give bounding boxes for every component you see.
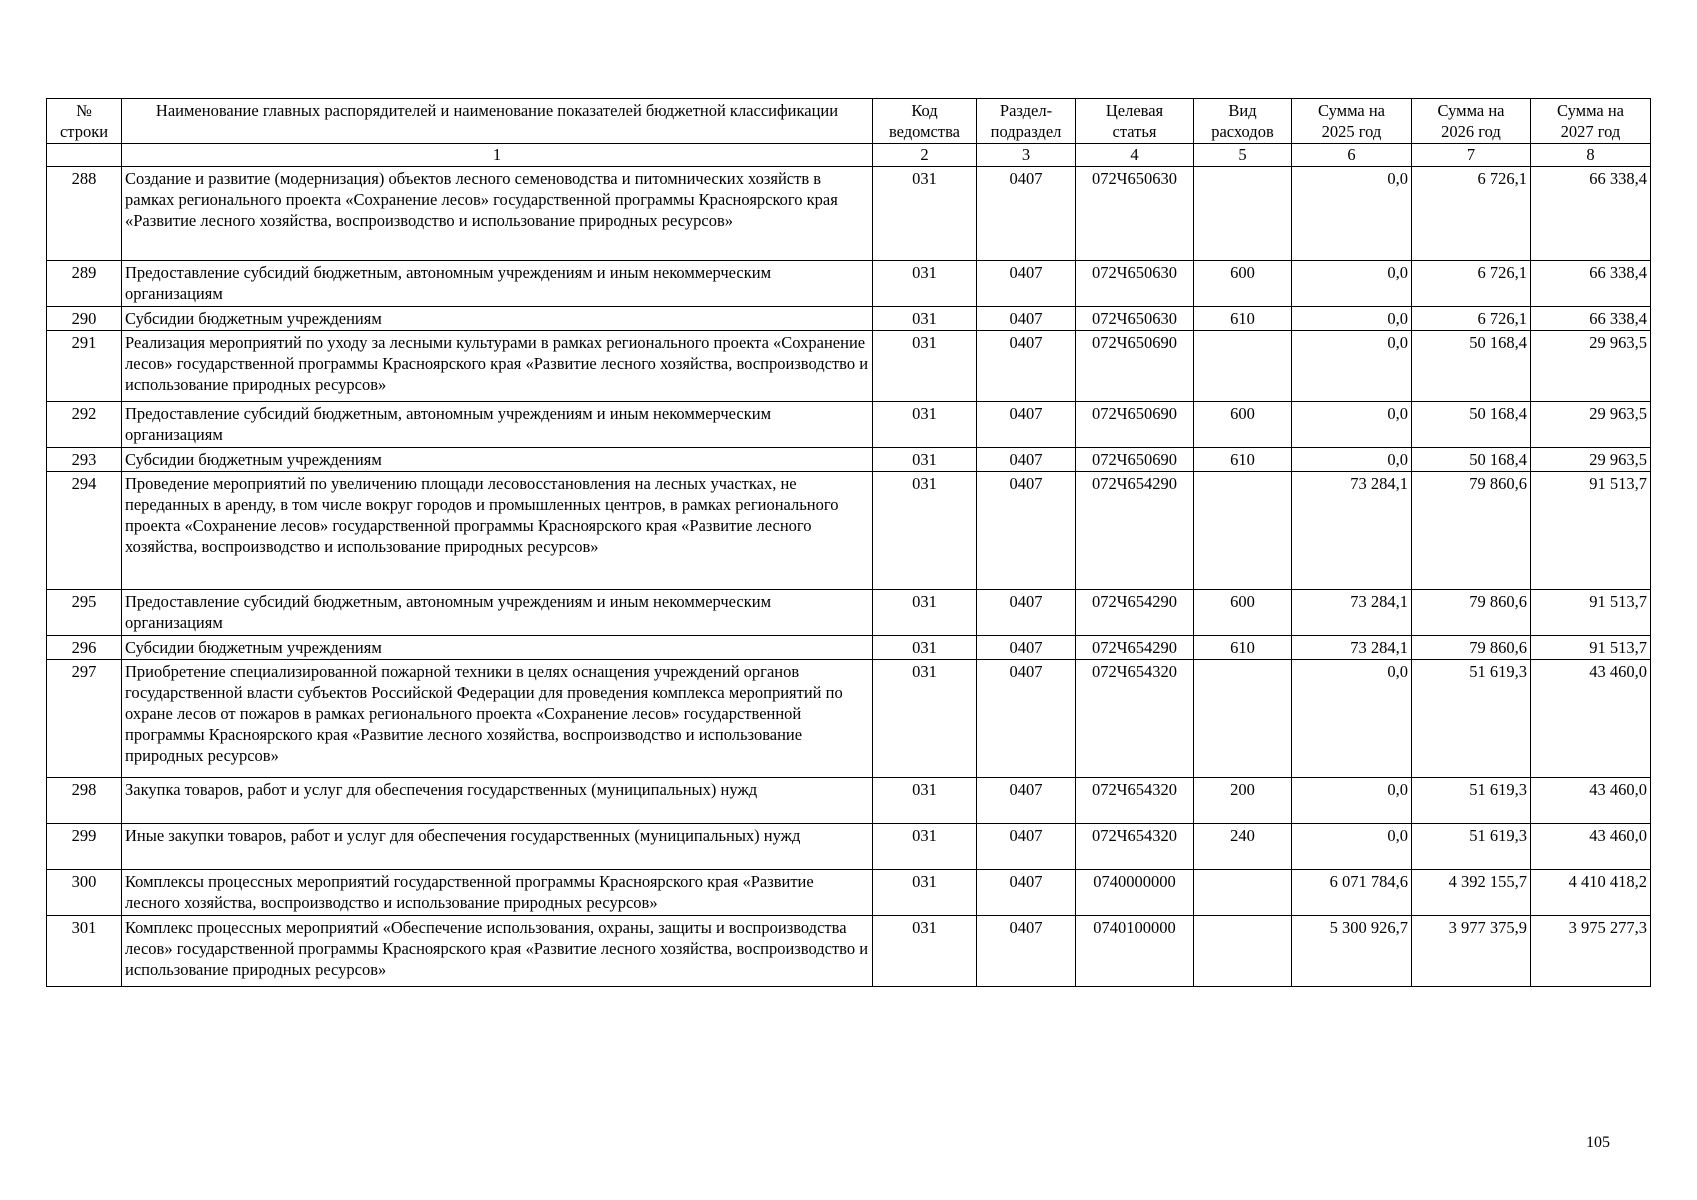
row-code: 031 [873,472,977,590]
header-sum2026: Сумма на 2026 год [1412,99,1531,144]
row-section: 0407 [977,261,1076,307]
row-code: 031 [873,307,977,331]
row-code: 031 [873,167,977,261]
row-section: 0407 [977,824,1076,870]
table-row [47,331,1651,402]
row-section: 0407 [977,916,1076,987]
row-sum-2026: 79 860,6 [1412,472,1531,590]
row-code: 031 [873,448,977,472]
row-sum-2026: 79 860,6 [1412,590,1531,636]
row-kind: 600 [1194,402,1292,448]
column-index-blank [47,144,122,167]
row-name: Реализация мероприятий по уходу за лесными культурами в рамках регионального проекта «Сохранение лесов» государственной программы Красноярского края «Развитие лесного хозяйства, воспроизводство и использование природных ресурсов» [122,331,873,402]
row-sum-2025: 73 284,1 [1292,590,1412,636]
row-kind: 600 [1194,261,1292,307]
row-sum-2027: 91 513,7 [1531,472,1651,590]
row-sum-2025: 73 284,1 [1292,636,1412,660]
row-code: 031 [873,261,977,307]
row-name: Создание и развитие (модернизация) объектов лесного семеноводства и питомнических хозяйств в рамках регионального проекта «Сохранение лесов» государственной программы Красноярского края «Развитие лесного хозяйства, воспроизводство и использование природных ресурсов» [122,167,873,261]
table-row [47,448,1651,472]
row-sum-2027: 66 338,4 [1531,167,1651,261]
row-sum-2027: 43 460,0 [1531,660,1651,778]
row-sum-2025: 0,0 [1292,824,1412,870]
row-section: 0407 [977,167,1076,261]
column-index: 8 [1531,144,1651,167]
row-sum-2026: 51 619,3 [1412,778,1531,824]
row-sum-2027: 4 410 418,2 [1531,870,1651,916]
column-index: 6 [1292,144,1412,167]
row-sum-2025: 0,0 [1292,660,1412,778]
row-sum-2025: 73 284,1 [1292,472,1412,590]
table-row [47,402,1651,448]
row-sum-2027: 29 963,5 [1531,448,1651,472]
table-row [47,824,1651,870]
row-code: 031 [873,331,977,402]
row-section: 0407 [977,636,1076,660]
row-article: 072Ч650630 [1076,261,1194,307]
row-article: 072Ч654320 [1076,660,1194,778]
row-number: 301 [47,916,122,987]
header-sum2025: Сумма на 2025 год [1292,99,1412,144]
row-article: 072Ч650690 [1076,402,1194,448]
row-number: 289 [47,261,122,307]
row-sum-2027: 91 513,7 [1531,590,1651,636]
table-row [47,307,1651,331]
column-index: 3 [977,144,1076,167]
row-article: 072Ч654290 [1076,590,1194,636]
row-sum-2025: 0,0 [1292,167,1412,261]
row-sum-2026: 51 619,3 [1412,660,1531,778]
row-sum-2026: 79 860,6 [1412,636,1531,660]
row-sum-2025: 0,0 [1292,331,1412,402]
header-article: Целевая статья [1076,99,1194,144]
row-sum-2025: 0,0 [1292,778,1412,824]
row-name: Предоставление субсидий бюджетным, автономным учреждениям и иным некоммерческим организациям [122,402,873,448]
row-number: 299 [47,824,122,870]
row-sum-2027: 66 338,4 [1531,307,1651,331]
row-article: 072Ч650630 [1076,167,1194,261]
row-name: Проведение мероприятий по увеличению площади лесовосстановления на лесных участках, не переданных в аренду, в том числе вокруг городов и промышленных центров, в рамках регионального проекта «Сохранение лесов» государственной программы Красноярского края «Развитие лесного хозяйства, воспроизводство и использование природных ресурсов» [122,472,873,590]
row-name: Предоставление субсидий бюджетным, автономным учреждениям и иным некоммерческим организациям [122,261,873,307]
header-code: Код ведомства [873,99,977,144]
row-code: 031 [873,824,977,870]
row-section: 0407 [977,402,1076,448]
row-code: 031 [873,660,977,778]
column-index: 2 [873,144,977,167]
row-kind: 610 [1194,307,1292,331]
row-name: Иные закупки товаров, работ и услуг для обеспечения государственных (муниципальных) нужд [122,824,873,870]
budget-table [46,98,1651,987]
row-kind [1194,472,1292,590]
header-kind: Вид расходов [1194,99,1292,144]
row-sum-2025: 0,0 [1292,448,1412,472]
row-code: 031 [873,590,977,636]
table-row [47,636,1651,660]
row-article: 072Ч650690 [1076,448,1194,472]
row-kind [1194,167,1292,261]
row-sum-2026: 6 726,1 [1412,307,1531,331]
row-kind [1194,331,1292,402]
table-row [47,778,1651,824]
row-name: Субсидии бюджетным учреждениям [122,448,873,472]
row-code: 031 [873,870,977,916]
row-section: 0407 [977,660,1076,778]
row-number: 296 [47,636,122,660]
column-index-row [47,144,1651,167]
row-section: 0407 [977,307,1076,331]
row-number: 295 [47,590,122,636]
row-number: 290 [47,307,122,331]
row-name: Предоставление субсидий бюджетным, автономным учреждениям и иным некоммерческим организациям [122,590,873,636]
column-index: 4 [1076,144,1194,167]
row-name: Закупка товаров, работ и услуг для обеспечения государственных (муниципальных) нужд [122,778,873,824]
row-number: 297 [47,660,122,778]
row-sum-2026: 50 168,4 [1412,402,1531,448]
row-sum-2027: 29 963,5 [1531,331,1651,402]
row-section: 0407 [977,472,1076,590]
row-kind: 610 [1194,448,1292,472]
row-sum-2027: 43 460,0 [1531,824,1651,870]
row-sum-2027: 3 975 277,3 [1531,916,1651,987]
page-number: 105 [1586,1134,1610,1151]
row-sum-2026: 50 168,4 [1412,331,1531,402]
row-number: 294 [47,472,122,590]
table-row [47,660,1651,778]
row-code: 031 [873,778,977,824]
header-row [47,99,1651,144]
row-kind: 200 [1194,778,1292,824]
row-sum-2027: 29 963,5 [1531,402,1651,448]
row-section: 0407 [977,331,1076,402]
row-code: 031 [873,916,977,987]
row-sum-2026: 50 168,4 [1412,448,1531,472]
row-sum-2027: 66 338,4 [1531,261,1651,307]
row-kind: 610 [1194,636,1292,660]
column-index: 7 [1412,144,1531,167]
row-section: 0407 [977,778,1076,824]
row-sum-2027: 91 513,7 [1531,636,1651,660]
table-row [47,870,1651,916]
table-row [47,261,1651,307]
row-article: 072Ч654290 [1076,636,1194,660]
row-number: 298 [47,778,122,824]
column-index: 5 [1194,144,1292,167]
header-num: № строки [47,99,122,144]
row-article: 072Ч654320 [1076,824,1194,870]
row-name: Субсидии бюджетным учреждениям [122,636,873,660]
row-number: 292 [47,402,122,448]
row-code: 031 [873,636,977,660]
table-row [47,167,1651,261]
row-sum-2026: 4 392 155,7 [1412,870,1531,916]
row-code: 031 [873,402,977,448]
header-name: Наименование главных распорядителей и наименование показателей бюджетной классификации [122,99,873,144]
row-name: Субсидии бюджетным учреждениям [122,307,873,331]
row-article: 0740000000 [1076,870,1194,916]
row-sum-2026: 6 726,1 [1412,167,1531,261]
row-article: 072Ч650630 [1076,307,1194,331]
row-article: 072Ч650690 [1076,331,1194,402]
row-kind [1194,916,1292,987]
column-index: 1 [122,144,873,167]
row-section: 0407 [977,870,1076,916]
row-sum-2025: 0,0 [1292,307,1412,331]
row-article: 0740100000 [1076,916,1194,987]
row-sum-2026: 6 726,1 [1412,261,1531,307]
row-article: 072Ч654290 [1076,472,1194,590]
row-name: Комплексы процессных мероприятий государственной программы Красноярского края «Развитие лесного хозяйства, воспроизводство и использование природных ресурсов» [122,870,873,916]
header-sum2027: Сумма на 2027 год [1531,99,1651,144]
row-kind [1194,660,1292,778]
table-row [47,590,1651,636]
row-number: 291 [47,331,122,402]
row-number: 293 [47,448,122,472]
row-number: 288 [47,167,122,261]
row-kind [1194,870,1292,916]
row-sum-2025: 5 300 926,7 [1292,916,1412,987]
row-sum-2025: 0,0 [1292,261,1412,307]
table-row [47,472,1651,590]
row-name: Комплекс процессных мероприятий «Обеспечение использования, охраны, защиты и воспроизводства лесов» государственной программы Красноярского края «Развитие лесного хозяйства, воспроизводство и использование природных ресурсов» [122,916,873,987]
header-section: Раздел- подраздел [977,99,1076,144]
row-kind: 240 [1194,824,1292,870]
row-sum-2025: 6 071 784,6 [1292,870,1412,916]
row-section: 0407 [977,590,1076,636]
row-sum-2026: 3 977 375,9 [1412,916,1531,987]
row-sum-2026: 51 619,3 [1412,824,1531,870]
row-sum-2027: 43 460,0 [1531,778,1651,824]
row-sum-2025: 0,0 [1292,402,1412,448]
row-name: Приобретение специализированной пожарной техники в целях оснащения учреждений органов государственной власти субъектов Российской Федерации для проведения комплекса мероприятий по охране лесов от пожаров в рамках регионального проекта «Сохранение лесов» государственной программы Красноярского края «Развитие лесного хозяйства, воспроизводство и использование природных ресурсов» [122,660,873,778]
row-article: 072Ч654320 [1076,778,1194,824]
row-kind: 600 [1194,590,1292,636]
row-number: 300 [47,870,122,916]
table-row [47,916,1651,987]
row-section: 0407 [977,448,1076,472]
